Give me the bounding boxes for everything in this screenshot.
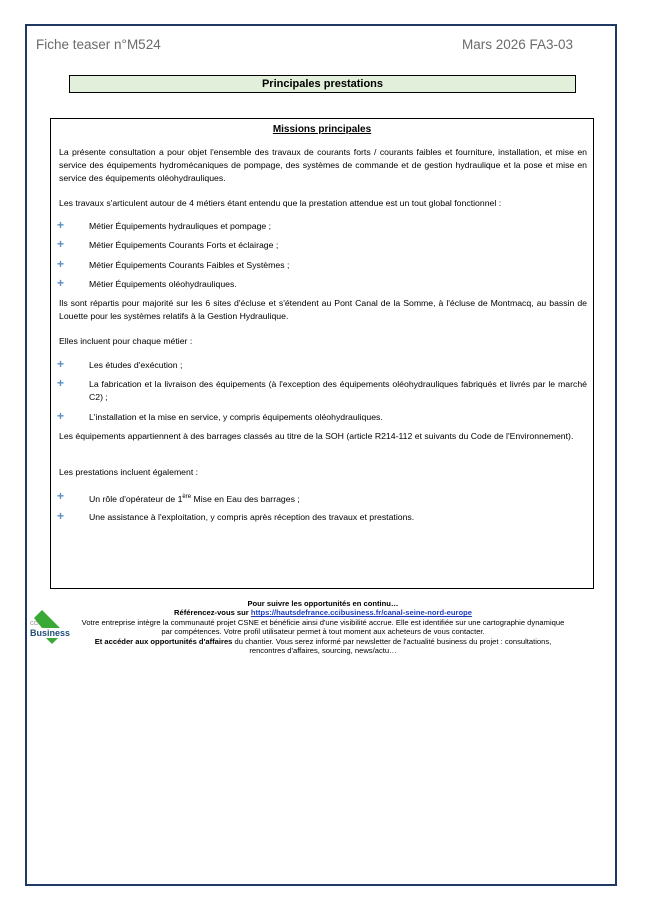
plus-icon: + — [57, 376, 65, 390]
plus-icon: + — [57, 489, 65, 503]
inclus-intro: Elles incluent pour chaque métier : — [59, 336, 193, 346]
plus-icon: + — [57, 509, 65, 523]
section-banner: Principales prestations — [69, 75, 576, 93]
plus-icon: + — [57, 409, 65, 423]
footer-promo — [36, 599, 610, 655]
footer-line2: Référencez-vous sur https://hautsdefrance.ccibusiness.fr/canal-seine-nord-europe — [174, 608, 472, 618]
plus-icon: + — [57, 218, 65, 232]
metiers-intro: Les travaux s'articulent autour de 4 métiers étant entendu que la prestation attendue est un tout global fonctionnel : — [59, 198, 502, 208]
plus-icon: + — [57, 276, 65, 290]
logo-text: Business — [30, 628, 71, 638]
footer-line4: Et accéder aux opportunités d'affaires du chantier. Vous serez informé par newsletter de l'actualité business du projet : consultations, rencontres d'affaires, sourcing, news/actu… — [94, 636, 552, 656]
csne-link[interactable]: https://hautsdefrance.ccibusiness.fr/canal-seine-nord-europe — [250, 608, 472, 618]
missions-title: Missions principales — [272, 124, 372, 135]
teaser-number: Fiche teaser n°M524 — [36, 37, 161, 52]
plus-icon: + — [57, 357, 65, 371]
barrages-paragraph: Les équipements appartiennent à des barrages classés au titre de la SOH (article R214-112 et suivants du Code de l'Environnement). — [59, 431, 574, 441]
footer-line3: Votre entreprise intègre la communauté projet CSNE et bénéficie ainsi d'une visibilité accrue. Elle est identifiée sur une cartographie dynamique par compétences. Votre profil utilisateur permet à tout moment aux acheteurs de vous contacter. — [81, 617, 565, 637]
footer-line1: Pour suivre les opportunités en continu… — [247, 599, 399, 608]
date-reference: Mars 2026 FA3-03 — [462, 37, 574, 52]
plus-icon: + — [57, 257, 65, 271]
missions-box: Missions principales La présente consultation a pour objet l'ensemble des travaux de courants forts / courants faibles et fourniture, installation, et mise en service des équipements hydromécaniques de pompage, des systèmes de commande et de gestion hydraulique et la pose et mise en service des équipements oléohydrauliques. Les travaux s'articulent autour de 4 métiers étant entendu que la prestation attendue est un tout global fonctionnel : + Métier Équipements hydrauliques et pompage ; + Métier Équipements Courants Forts et éclairage ; + Métier Équipements Courants Faibles et Systèmes ; + Métier Équipements oléohydrauliques. Ils sont répartis pour majorité sur les 6 sites d'écluse et s'étendent au Pont Canal de la Somme, à l'écluse de Montmacq, au bassin de Louette pour les systèmes relatifs à la Gestion Hydraulique. Elles incluent pour chaque métier : + Les études d'exécution ; + La fabrication et la livraison des équipements (à l'exception des équipements oléohydrauliques fabriqués et livrés par le marché C2) ; + L'installation et la mise en service, y compris équipements oléohydrauliques. Les équipements appartiennent à des barrages classés au titre de la SOH (article R214-112 et suivants du Code de l'Environnement). Les prestations incluent également : + Un rôle d'opérateur de 1ère Mise en Eau des barrages ; + Une assistance à l'exploitation, y compris après réception des travaux et prestations. — [50, 118, 594, 589]
egalement-intro: Les prestations incluent également : — [59, 467, 199, 477]
logo-cci: CCI — [30, 621, 39, 627]
plus-icon: + — [57, 237, 65, 251]
intro-paragraph: La présente consultation a pour objet l'ensemble des travaux de courants forts / courants faibles et fourniture, installation, et mise en service des équipements hydromécaniques de pompage, des systèmes de commande et de gestion hydraulique et la pose et mise en service des équipements oléohydrauliques. — [59, 147, 587, 183]
repartition-paragraph: Ils sont répartis pour majorité sur les 6 sites d'écluse et s'étendent au Pont Canal de la Somme, à l'écluse de Montmacq, au bassin de Louette pour les systèmes relatifs à la Gestion Hydraulique. — [59, 298, 587, 321]
